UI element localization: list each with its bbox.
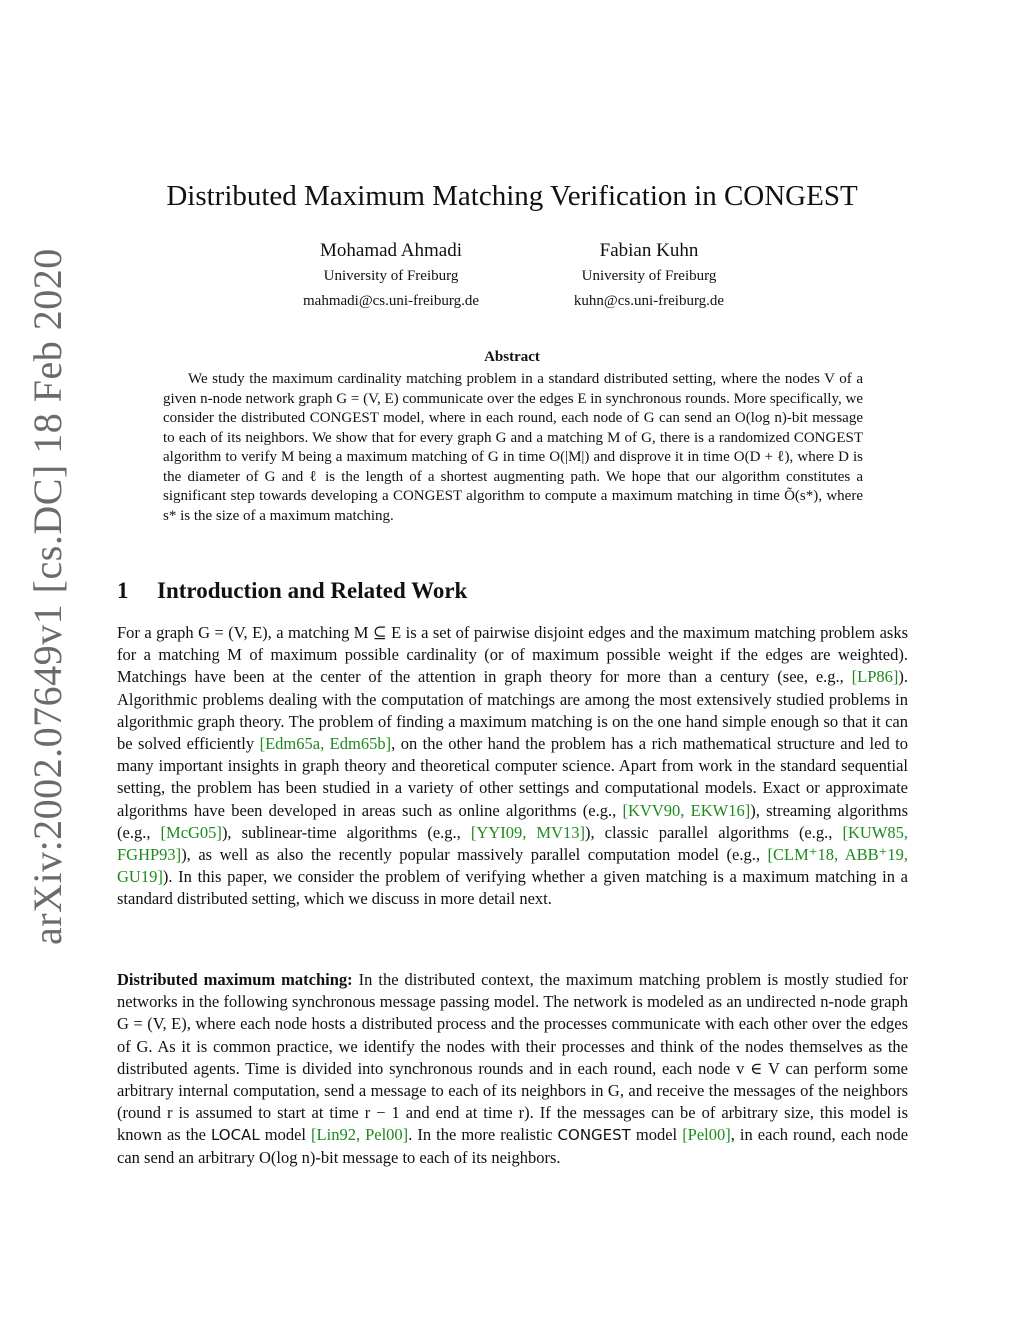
intro-text: ). Algorithmic problems dealing with the computation of matchings are among the most extensively studied problems in algorithmic graph theory. The problem of finding a maximum matching is on the one hand simple enough so that it can be solved efficiently <box>117 667 909 754</box>
intro-text: ), sublinear-time algorithms (e.g., <box>221 822 461 842</box>
citation-link[interactable]: [KUW85, FGHP93] <box>117 822 908 865</box>
model-name-congest: CONGEST <box>557 1126 631 1145</box>
body-text: model <box>635 1125 678 1145</box>
author-affiliation: University of Freiburg <box>581 268 717 284</box>
author-email[interactable]: kuhn@cs.uni-freiburg.de <box>573 293 725 309</box>
body-text: In the distributed context, the maximum matching problem is mostly studied for networks in the following synchronous message passing model. The network is modeled as an undirected n-node graph G = (V, E), where each node hosts a distributed process and the processes communicate with each other over the edges of G. As it is common practice, we identify the nodes with their processes and think of the nodes themselves as the distributed agents. Time is divided into synchronous rounds and in each round, each node v ∈ V can perform some arbitrary internal computation, send a message to each of its neighbors in G, and receive the messages of the neighbors (round r is assumed to start at time r − 1 and end at time r). If the messages can be of arbitrary size, this model is known as the <box>117 970 908 1145</box>
model-name-local: LOCAL <box>210 1126 260 1145</box>
intro-text: ), as well as also the recently popular massively parallel computation model (e.g., <box>181 845 760 865</box>
section-title: Introduction and Related Work <box>157 578 468 603</box>
abstract-body <box>163 370 863 526</box>
author-affiliation: University of Freiburg <box>323 268 459 284</box>
abstract-heading: Abstract <box>484 349 540 365</box>
citation-link[interactable]: [LP86] <box>851 667 899 687</box>
intro-text: ). In this paper, we consider the problem of verifying whether a given matching is a maximum matching in a standard distributed setting, which we discuss in more detail next. <box>117 867 908 909</box>
author-name: Mohamad Ahmadi <box>320 240 462 261</box>
body-text: . In the more realistic <box>408 1125 553 1145</box>
section-heading <box>117 578 467 604</box>
intro-text: ), streaming algorithms (e.g., <box>117 800 909 842</box>
citation-link[interactable]: [McG05] <box>160 822 222 842</box>
body-text: , in each round, each node can send an arbitrary O(log n)-bit message to each of its neighbors. <box>117 1125 909 1167</box>
intro-text: For a graph G = (V, E), a matching M ⊆ E is a set of pairwise disjoint edges and the maximum matching problem asks for a matching M of maximum possible cardinality (or of maximum possible weight if the edges are weighted). Matchings have been at the center of the attention in graph theory for more than a century (see, e.g., <box>117 623 908 687</box>
paragraph-lead: Distributed maximum matching: <box>117 970 353 989</box>
citation-link[interactable]: [Pel00] <box>682 1125 731 1145</box>
abstract-text: We study the maximum cardinality matching problem in a standard distributed setting, where the nodes V of a given n-node network graph G = (V, E) communicate over the edges E in synchronous rounds. More specifically, we consider the distributed CONGEST model, where in each round, each node of G can send an O(log n)-bit message to each of its neighbors. We show that for every graph G and a matching M of G, there is a randomized CONGEST algorithm to verify M being a maximum matching of G in time O(|M|) and disprove it in time O(D + ℓ), where D is the diameter of G and ℓ is the length of a shortest augmenting path. We hope that our algorithm constitutes a significant step towards developing a CONGEST algorithm to compute a maximum matching in time Õ(s*), where s* is the size of a maximum matching. <box>163 371 863 524</box>
arxiv-identifier: arXiv:2002.07649v1 [cs.DC] 18 Feb 2020 <box>25 248 70 945</box>
citation-link[interactable]: [Edm65a, Edm65b] <box>259 734 392 754</box>
intro-text: , on the other hand the problem has a rich mathematical structure and led to many important insights in graph theory and theoretical computer science. Apart from work in the standard sequential setting, the problem has been studied in a variety of other settings and computational models. Exact or approximate algorithms have been developed in areas such as online algorithms (e.g., <box>117 734 909 820</box>
citation-link[interactable]: [Lin92, Pel00] <box>311 1125 409 1145</box>
paper-title: Distributed Maximum Matching Verification in CONGEST <box>166 180 858 212</box>
section-number: 1 <box>117 578 129 603</box>
citation-link[interactable]: [CLM⁺18, ABB⁺19, GU19] <box>117 845 909 887</box>
author-block <box>251 240 531 318</box>
citation-link[interactable]: [YYI09, MV13] <box>470 822 585 842</box>
author-block <box>509 240 789 318</box>
author-name: Fabian Kuhn <box>599 240 699 261</box>
distributed-paragraph <box>117 969 908 1169</box>
citation-link[interactable]: [KVV90, EKW16] <box>622 800 751 820</box>
body-text: model <box>264 1125 306 1145</box>
intro-text: ), classic parallel algorithms (e.g., <box>584 822 833 842</box>
intro-paragraph <box>117 622 908 911</box>
author-email[interactable]: mahmadi@cs.uni-freiburg.de <box>303 293 479 309</box>
